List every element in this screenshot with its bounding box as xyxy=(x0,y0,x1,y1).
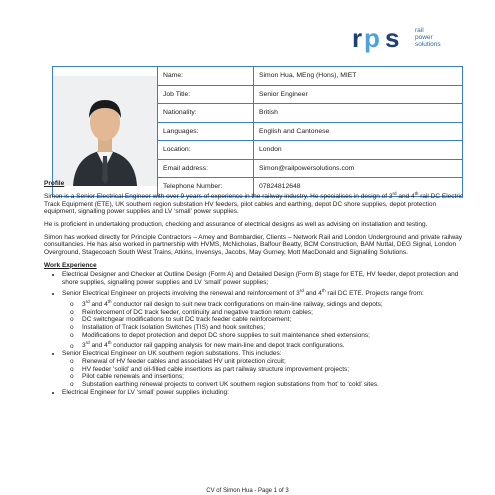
list-item: o Substation earthing renewal projects to convert UK southern region substations from ‘hot’ to ‘cold’ sites. xyxy=(82,381,464,389)
value-telephone: 07824812648 xyxy=(254,178,463,197)
list-item: o Reinforcement of DC track feeder, continuity and negative traction return cables; xyxy=(82,309,464,317)
rps-logo xyxy=(352,23,462,53)
label-name: Name: xyxy=(158,67,254,86)
list-item: • Electrical Engineer for LV ‘small’ power supplies including: xyxy=(62,389,464,397)
value-nationality: British xyxy=(254,104,463,123)
label-telephone: Telephone Number: xyxy=(158,178,254,197)
work-experience-list xyxy=(44,271,464,396)
list-item: • Senior Electrical Engineer on projects involving the renewal and reinforcement of 3rd and 4th rail DC ETE. Projects range from: o 3rd and 4th conductor rail design to suit new track configurations on main-line railway, sidings and depots; o Reinforcement of DC track feeder, continuity and negative traction return cables; o DC switchgear modifications to suit DC track feeder cable reinforcement; o Installation of Track Isolation Switches (TIS) and hook switches; o Modifications to depot protection and depot DC shore supplies to suit maintenance shed extensions; o 3rd and 4th conductor rail gapping analysis for new main-line and depot track configurations. xyxy=(62,287,464,350)
photo-cell xyxy=(53,67,158,197)
substations-sublist xyxy=(62,358,464,389)
list-item: o 3rd and 4th conductor rail gapping analysis for new main-line and depot track configurations. xyxy=(82,339,464,350)
work-experience-heading: Work Experience xyxy=(44,261,97,269)
list-item: • Electrical Designer and Checker at Outline Design (Form A) and Detailed Design (Form B) stage for ETE, HV feeder, depot protection and shore supplies, signalling power supplies and LV ‘small’ power supplies; xyxy=(62,271,464,286)
profile-paragraph-2: He is proficient in undertaking production, checking and assurance of electrical designs as well as advising on installation and testing. xyxy=(44,220,428,228)
page-footer: CV of Simon Hua - Page 1 of 3 xyxy=(206,488,289,494)
list-item: o Renewal of HV feeder cables and associated HV unit protection circuit; xyxy=(82,358,464,366)
svg-text:s: s xyxy=(385,23,400,53)
etc-projects-sublist xyxy=(62,298,464,351)
label-location: Location: xyxy=(158,141,254,160)
list-item: • Senior Electrical Engineer on UK southern region substations. This includes: o Renewal of HV feeder cables and associated HV unit protection circuit; o HV feeder ‘solid’ and oil-filled cable insertions as part railway structure improvement projects; o Pilot cable renewals and insertions; o Substation earthing renewal projects to convert UK southern region substations from ‘hot’ to ‘cold’ sites. xyxy=(62,350,464,389)
value-languages: English and Cantonese xyxy=(254,122,463,141)
profile-photo xyxy=(53,76,157,186)
label-email: Email address: xyxy=(158,159,254,178)
list-item: o Modifications to depot protection and depot DC shore supplies to suit maintenance shed extensions; xyxy=(82,332,464,340)
list-item: o Installation of Track Isolation Switches (TIS) and hook switches; xyxy=(82,324,464,332)
value-location: London xyxy=(254,141,463,160)
list-item: o Pilot cable renewals and insertions; xyxy=(82,373,464,381)
logo-wordmark: rail power solutions xyxy=(415,27,441,48)
value-job-title: Senior Engineer xyxy=(254,85,463,104)
label-job-title: Job Title: xyxy=(158,85,254,104)
profile-paragraph-3: Simon has worked directly for Principle Contractors – Amey and Bombardier, Clients – Network Rail and London Underground and private railway consultancies. He has also worked in partnership with HVMS, McNicholas, Balfour Beatty, BCM Construction, BAM Nuttal, DEG Signal, London Overground, Stagecoach South West Trains, Atkins, Invensys, Jacobs, May Gurney, Mott MacDonald and Signalling Solutions. xyxy=(44,233,463,257)
cv-body xyxy=(44,180,464,397)
value-email[interactable]: Simon@railpowersolutions.com xyxy=(254,159,463,178)
personal-info-table xyxy=(52,66,463,197)
svg-text:r: r xyxy=(352,23,363,53)
profile-paragraph-1: Simon is a Senior Electrical Engineer with over 9 years of experience in the railway industry. He specialises in design of 3rd and 4th rail DC Electric Track Equipment (ETE), UK southern region substation HV feeders, pilot cables and earthing, depot DC shore supplies, depot protection equipment, signalling power supplies and LV ‘small’ power supplies. xyxy=(44,190,464,216)
svg-text:p: p xyxy=(364,23,380,53)
value-name: Simon Hua, MEng (Hons), MIET xyxy=(254,67,463,86)
list-item: o 3rd and 4th conductor rail design to suit new track configurations on main-line railway, sidings and depots; xyxy=(82,298,464,309)
list-item: o DC switchgear modifications to suit DC track feeder cable reinforcement; xyxy=(82,316,464,324)
label-nationality: Nationality: xyxy=(158,104,254,123)
profile-heading: Profile xyxy=(44,180,65,187)
label-languages: Languages: xyxy=(158,122,254,141)
list-item: o HV feeder ‘solid’ and oil-filled cable insertions as part railway structure improvement projects; xyxy=(82,366,464,374)
